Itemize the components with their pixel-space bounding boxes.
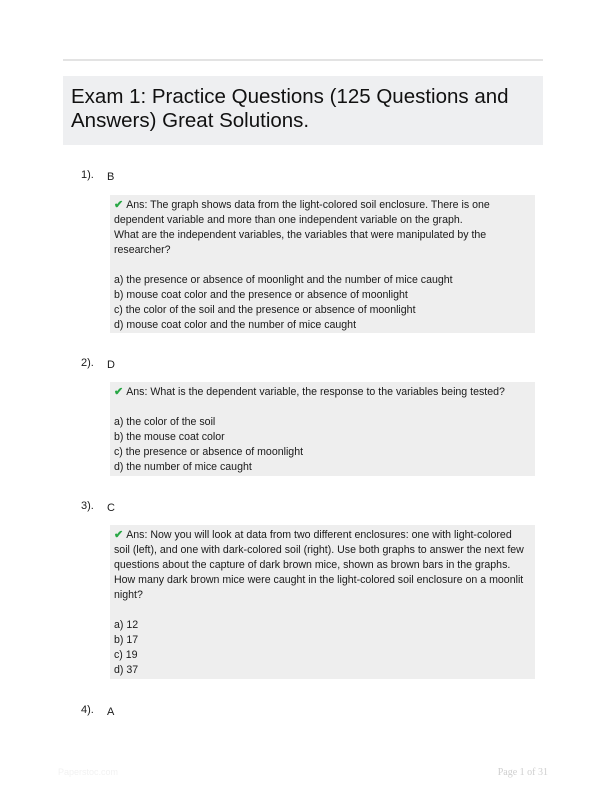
answer-text-line: researcher? <box>114 244 171 256</box>
answer-text-line: ✔ Ans: Now you will look at data from two different enclosures: one with light-colored <box>114 529 512 541</box>
footer-site: Paperstoc.com <box>58 767 119 777</box>
answer-text-line: soil (left), and one with dark-colored soil (right). Use both graphs to answer the next few <box>114 544 524 556</box>
top-rule <box>63 59 543 61</box>
check-icon: ✔ <box>114 529 124 541</box>
answer-text-line: questions about the capture of dark brown mice, shown as brown bars in the graphs. <box>114 559 511 571</box>
option: d) 37 <box>114 664 139 676</box>
title-box <box>63 76 543 145</box>
question-answer: B <box>107 171 115 183</box>
check-icon: ✔ <box>114 199 124 211</box>
option: b) 17 <box>114 634 139 646</box>
question-number: 4). <box>81 704 94 716</box>
option: c) 19 <box>114 649 138 661</box>
question-answer: A <box>107 706 115 718</box>
option: b) mouse coat color and the presence or absence of moonlight <box>114 289 408 301</box>
option: b) the mouse coat color <box>114 431 225 443</box>
question-answer: C <box>107 502 115 514</box>
answer-box <box>110 195 535 333</box>
option: c) the color of the soil and the presence or absence of moonlight <box>114 304 416 316</box>
answer-text-line: What are the independent variables, the variables that were manipulated by the <box>114 229 487 241</box>
answer-text-line: ✔ Ans: The graph shows data from the light-colored soil enclosure. There is one <box>114 199 490 211</box>
answer-text-line: How many dark brown mice were caught in the light-colored soil enclosure on a moonlit <box>114 574 524 586</box>
answer-box <box>110 382 535 476</box>
check-icon: ✔ <box>114 386 124 398</box>
answer-box <box>110 525 535 679</box>
footer-page-number: Page 1 of 31 <box>497 767 548 778</box>
question-answer: D <box>107 359 115 371</box>
question-number: 1). <box>81 169 94 181</box>
answer-text-line: dependent variable and more than one independent variable on the graph. <box>114 214 463 226</box>
answer-text-line: night? <box>114 589 143 601</box>
option: c) the presence or absence of moonlight <box>114 446 304 458</box>
page-title: Exam 1: Practice Questions (125 Questions and Answers) Great Solutions. <box>71 85 509 132</box>
option: a) the presence or absence of moonlight and the number of mice caught <box>114 274 453 286</box>
option: d) the number of mice caught <box>114 461 252 473</box>
option: d) mouse coat color and the number of mice caught <box>114 319 357 331</box>
option: a) the color of the soil <box>114 416 216 428</box>
question-number: 3). <box>81 500 94 512</box>
option: a) 12 <box>114 619 139 631</box>
question-number: 2). <box>81 357 94 369</box>
answer-text-line: ✔ Ans: What is the dependent variable, the response to the variables being tested? <box>114 386 505 398</box>
